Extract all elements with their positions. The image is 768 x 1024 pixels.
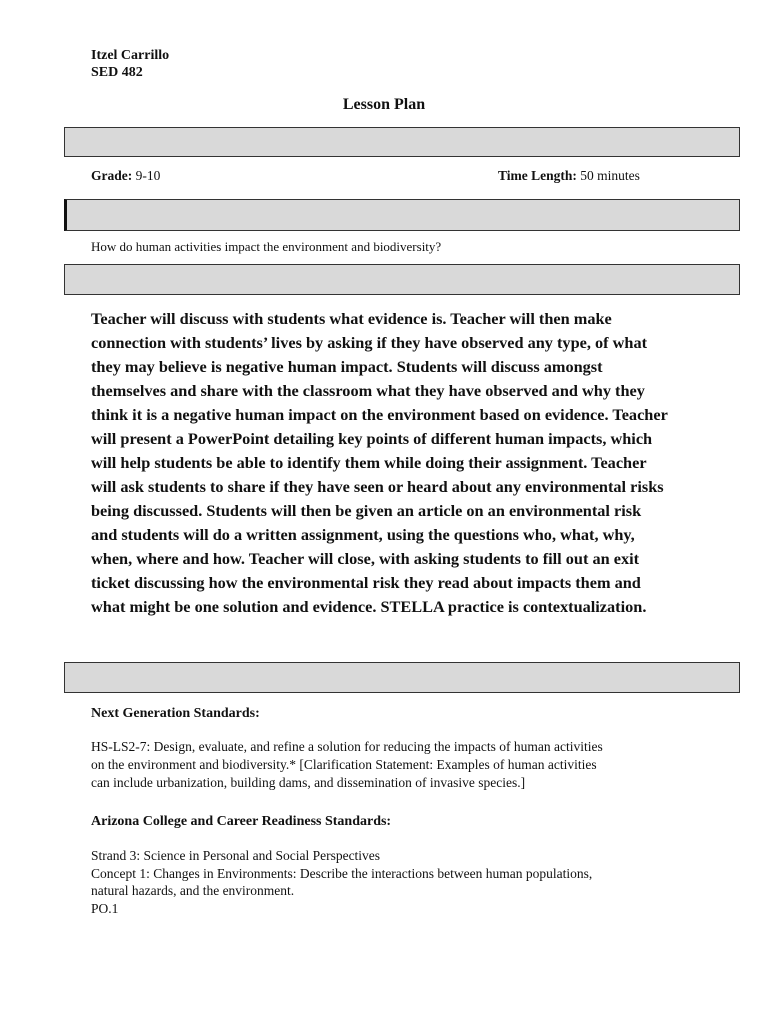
body-line: what might be one solution and evidence. STELLA practice is contextualization.	[91, 597, 647, 616]
body-line: themselves and share with the classroom what they have observed and why they	[91, 381, 645, 400]
body-line: they may believe is negative human impact. Students will discuss amongst	[91, 357, 603, 376]
az-line: Strand 3: Science in Personal and Social Perspectives	[91, 848, 381, 863]
body-line: ticket discussing how the environmental risk they read about impacts them and	[91, 573, 641, 592]
ngss-line: on the environment and biodiversity.* [Clarification Statement: Examples of human activities	[91, 757, 597, 772]
section-bar-1	[64, 127, 740, 157]
body-line: will ask students to share if they have seen or heard about any environmental risks	[91, 477, 664, 496]
time-row	[498, 167, 640, 185]
lesson-description	[91, 307, 671, 619]
page-title: Lesson Plan	[342, 96, 426, 113]
section-bar-4	[64, 662, 740, 693]
ngss-heading: Next Generation Standards:	[91, 706, 260, 721]
body-line: Teacher will discuss with students what evidence is. Teacher will then make	[91, 309, 612, 328]
az-line: PO.1	[91, 900, 119, 916]
ngss-line: can include urbanization, building dams, and dissemination of invasive species.]	[91, 775, 526, 790]
grade-value: 9-10	[135, 168, 161, 183]
body-line: will present a PowerPoint detailing key points of different human impacts, which	[91, 429, 653, 448]
body-line: when, where and how. Teacher will close, with asking students to fill out an exit	[91, 549, 640, 568]
essential-question: How do human activities impact the environment and biodiversity?	[91, 239, 442, 254]
ngss-line: HS-LS2-7: Design, evaluate, and refine a solution for reducing the impacts of human activities	[91, 739, 603, 754]
section-bar-3	[64, 264, 740, 295]
body-line: connection with students’ lives by asking if they have observed any type, of what	[91, 333, 648, 352]
course-code: SED 482	[91, 65, 143, 80]
body-line: will help students be able to identify them while doing their assignment. Teacher	[91, 453, 647, 472]
time-value: 50 minutes	[580, 168, 640, 183]
az-line: natural hazards, and the environment.	[91, 883, 295, 898]
az-line: Concept 1: Changes in Environments: Describe the interactions between human populations,	[91, 865, 593, 881]
az-text	[91, 847, 681, 917]
section-bar-2	[64, 199, 740, 231]
grade-row	[91, 167, 160, 185]
az-heading: Arizona College and Career Readiness Standards:	[91, 814, 392, 829]
body-line: and students will do a written assignment, using the questions who, what, why,	[91, 525, 635, 544]
grade-label: Grade:	[91, 168, 133, 183]
time-label: Time Length:	[498, 168, 577, 183]
ngss-text	[91, 738, 681, 792]
author-name: Itzel Carrillo	[91, 48, 170, 63]
body-line: being discussed. Students will then be given an article on an environmental risk	[91, 501, 642, 520]
body-line: think it is a negative human impact on the environment based on evidence. Teacher	[91, 405, 668, 424]
